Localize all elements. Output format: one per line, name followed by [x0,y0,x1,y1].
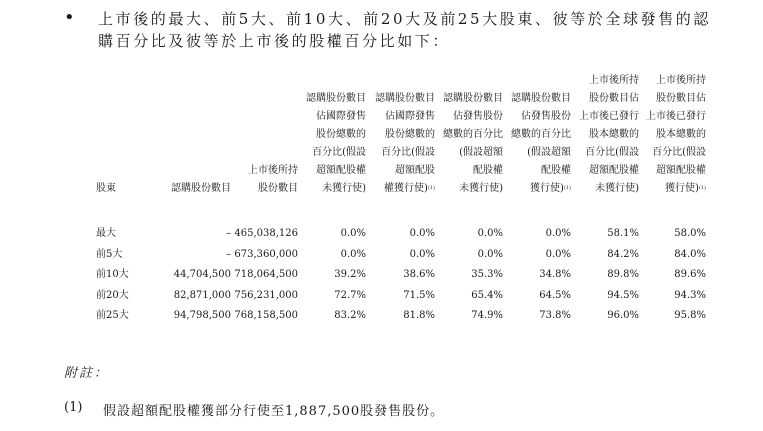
header-line-text: 獲行使) [530,183,564,194]
header-line: 股東 [96,183,116,194]
table-cell: 84.2% [607,248,639,260]
column-header [366,72,435,202]
spacer-row [96,202,706,224]
header-line: 股份數目 [258,183,298,194]
table-row [96,265,706,286]
row-label: 前5大 [96,248,123,260]
header-line: 未獲行使) [459,183,503,194]
column-header [571,72,639,202]
table-cell: 0.0% [409,228,435,239]
column-header [435,72,503,202]
header-line: 佔發售股份 [453,111,503,122]
header-line: 佔國際發售 [316,111,366,122]
header-line: 百分比(假設 [585,147,639,158]
table-row [96,245,706,266]
table-cell: 82,871,000 [173,289,231,301]
table-cell: 0.0% [477,248,503,260]
header-line: (假設超額 [459,147,503,158]
header-line: 上市後已發行 [646,111,706,122]
bullet-marker: • [64,7,75,28]
table-cell: 94.3% [674,289,706,301]
table-cell: 72.7% [334,289,366,301]
column-header [639,72,706,202]
footnote-ref: (1) [698,185,706,191]
header-line: 佔國際發售 [385,111,435,122]
table-cell: 71.5% [403,289,435,301]
table-cell: 718,064,500 [234,269,298,280]
header-line: 總數的百分比 [511,129,571,140]
header-line: 總數的百分比 [443,129,503,140]
column-header [136,72,231,202]
table-row [96,286,706,307]
table-cell: 81.8% [403,310,435,321]
notes-title: 附註： [64,366,110,381]
header-line [503,180,571,198]
table-cell: 0.0% [545,228,571,239]
table-cell: 0.0% [545,248,571,260]
table-cell: – [226,248,231,260]
header-line: (假設超額 [527,147,571,158]
header-line: 佔發售股份 [521,111,571,122]
table-cell: 0.0% [340,228,366,239]
table-cell: 756,231,000 [234,289,298,301]
table-row [96,306,706,327]
header-line: 認購股份數目 [443,93,503,104]
header-line: 認購股份數目 [375,93,435,104]
table-cell: 64.5% [539,289,571,301]
footnote-text: 假設超額配股權獲部分行使至1,887,500股發售股份。 [103,404,445,419]
header-line: 超額配股權 [656,165,706,176]
column-header [503,72,571,202]
table-cell: 89.8% [607,269,639,280]
header-line: 百分比(假設 [652,147,706,158]
header-line: 配股權 [473,165,503,176]
column-header [96,72,136,202]
header-line: 認購股份數目 [171,183,231,194]
row-label: 前25大 [96,310,129,321]
header-line: 認購股份數目 [511,93,571,104]
header-line: 股本總數的 [656,129,706,140]
footnote-number: (1) [64,400,83,415]
intro-paragraph: 上市後的最大、前5大、前10大、前20大及前25大股東、彼等於全球發售的認購百分比及彼等於上市後的股權百分比如下： [98,10,712,50]
row-label: 前20大 [96,289,129,301]
header-line: 股份數目佔 [589,93,639,104]
table-cell: 89.6% [674,269,706,280]
header-line: 超額配股權 [316,165,366,176]
header-line: 百分比(假設 [381,147,435,158]
header-line: 股份數目佔 [656,93,706,104]
column-header [231,72,298,202]
header-line: 股份總數的 [316,129,366,140]
table-cell: 35.3% [471,269,503,280]
header-line: 百分比(假設 [312,147,366,158]
table-cell: 0.0% [409,248,435,260]
header-line: 股份總數的 [385,129,435,140]
header-line-text: 獲行使) [665,183,699,194]
table-cell: 65.4% [471,289,503,301]
header-line: 上市後已發行 [579,111,639,122]
footnote-ref: (1) [427,185,435,191]
table-cell: 58.0% [674,228,706,239]
table-row [96,224,706,245]
table-header-row [96,72,706,202]
table-cell: 74.9% [471,310,503,321]
table-cell: 96.0% [607,310,639,321]
table-cell: 95.8% [674,310,706,321]
header-line: 未獲行使) [595,183,639,194]
header-line: 股本總數的 [589,129,639,140]
table-cell: 94,798,500 [173,310,231,321]
table-cell: 84.0% [674,248,706,260]
table-cell: 38.6% [403,269,435,280]
table-cell: 94.5% [607,289,639,301]
table-cell: 58.1% [607,228,639,239]
header-line: 上市後所持 [656,75,706,86]
table-cell: 73.8% [539,310,571,321]
header-line: 超額配股 [395,165,435,176]
header-line [366,180,435,198]
header-line: 超額配股權 [589,165,639,176]
table-cell: 44,704,500 [173,269,231,280]
table-cell: 465,038,126 [234,228,298,239]
spacer-cell [96,202,706,224]
shareholding-table [96,72,706,327]
table-cell: 768,158,500 [234,310,298,321]
table-cell: 34.8% [539,269,571,280]
header-line: 上市後所持 [248,165,298,176]
header-line: 未獲行使) [322,183,366,194]
footnote-ref: (1) [563,185,571,191]
table-cell: – [226,228,231,239]
table-cell: 39.2% [334,269,366,280]
header-line-text: 權獲行使) [384,183,428,194]
table-cell: 0.0% [340,248,366,260]
table-body [96,202,706,327]
header-line [639,180,706,198]
column-header [298,72,366,202]
header-line: 上市後所持 [589,75,639,86]
table-cell: 673,360,000 [234,248,298,260]
header-line: 認購股份數目 [306,93,366,104]
row-label: 前10大 [96,269,129,280]
table-cell: 83.2% [334,310,366,321]
row-label: 最大 [96,228,116,239]
table-cell: 0.0% [477,228,503,239]
header-line: 配股權 [541,165,571,176]
